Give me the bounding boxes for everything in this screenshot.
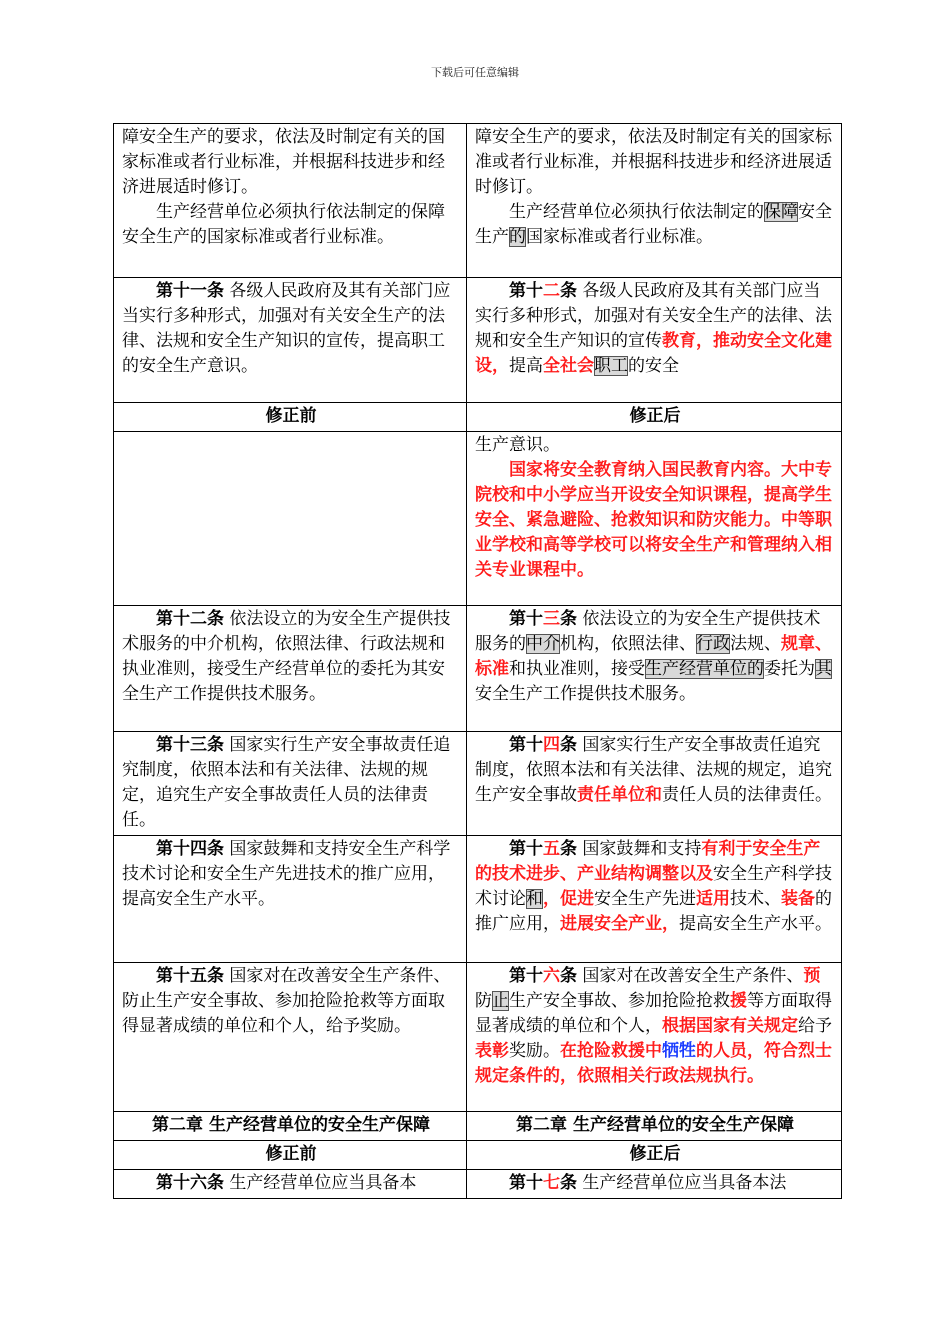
text-run: 依法设立的为安全生产提供技术服务的 [475, 609, 821, 654]
label-changed-digit: 四 [543, 735, 560, 755]
table-row [114, 963, 842, 1112]
text-run: 国家对在改善安全生产条件、 [577, 966, 804, 986]
deleted-text: 的 [509, 227, 526, 247]
added-paragraph: 国家将安全教育纳入国民教育内容。大中专院校和中小学应当开设安全知识课程，提高学生安全、紧急避险、抢救知识和防灾能力。中等职业学校和高等学校可以将安全生产和管理纳入相关专业课程中。 [475, 460, 832, 580]
label-part: 第十 [509, 281, 543, 301]
text-run: 的推广应用， [475, 889, 832, 934]
table-row [114, 732, 842, 836]
added-text: 规章、标准 [475, 634, 832, 679]
before-cell [114, 836, 467, 963]
text-run: 奖励。 [509, 1041, 560, 1061]
article-11-before [122, 279, 460, 379]
added-text: 全社会 [543, 356, 594, 376]
label-part: 第十 [509, 609, 543, 629]
label-part: 条 [560, 839, 577, 859]
label-changed-digit: 二 [543, 281, 560, 301]
paragraph: 生产意识。 [475, 435, 560, 455]
text-run: 防 [475, 991, 492, 1011]
label-part: 第十 [509, 1173, 543, 1193]
chapter-heading-after: 第二章 生产经营单位的安全生产保障 [467, 1112, 842, 1141]
table-row [114, 836, 842, 963]
before-cell [114, 1170, 467, 1199]
paragraph [475, 200, 835, 250]
text-run: 提高 [509, 356, 543, 376]
added-text: 教育，推动安全文化建设， [475, 331, 832, 376]
paragraph: 生产经营单位必须执行依法制定的保障安全生产的国家标准或者行业标准。 [122, 202, 445, 247]
text-run: 安全生产 [475, 202, 832, 247]
article-13-before [122, 733, 460, 833]
after-cell [467, 963, 842, 1112]
deleted-text: 中介 [526, 634, 560, 654]
article-label: 第十二条 [156, 609, 224, 629]
chapter-heading-row [114, 1112, 842, 1141]
article-text: 各级人民政府及其有关部门应当实行多种形式，加强对有关安全生产的法律、法规和安全生产知识的宣传，提高职工的安全生产意识。 [122, 281, 451, 376]
before-cell [114, 124, 467, 278]
article-text: 国家对在改善安全生产条件、防止生产安全事故、参加抢险抢救等方面取得显著成绩的单位和个人，给予奖励。 [122, 966, 451, 1036]
article-text: 国家鼓舞和支持安全生产科学技术讨论和安全生产先进技术的推广应用，提高安全生产水平。 [122, 839, 451, 909]
before-cell [114, 732, 467, 836]
added-text: 根据国家有关规定 [662, 1016, 798, 1036]
text-run: 安全生产工作提供技术服务。 [475, 684, 696, 704]
text-run: 国家鼓舞和支持 [577, 839, 702, 859]
after-cell [467, 732, 842, 836]
added-text: 预 [803, 966, 821, 986]
text-run: 技术、 [730, 889, 781, 909]
added-text: 装备 [781, 889, 815, 909]
text-run: 给予 [798, 1016, 832, 1036]
added-text: 表彰 [475, 1041, 509, 1061]
text-run: 等方面取得显著成绩的单位和个人， [475, 991, 832, 1036]
label-part: 第十 [509, 839, 543, 859]
table-row [114, 1170, 842, 1199]
article-text: 国家实行生产安全事故责任追究制度，依照本法和有关法律、法规的规定，追究生产安全事故责任人员的法律责任。 [122, 735, 451, 830]
article-16-after [475, 964, 835, 1089]
paragraph: 障安全生产的要求，依法及时制定有关的国家标准或者行业标准，并根据科技进步和经济进展适时修订。 [122, 127, 445, 197]
article-13-after [475, 607, 835, 707]
deleted-text: 职工 [594, 356, 628, 376]
article-label: 第十六条 [156, 1173, 224, 1193]
page-header: 下载后可任意编辑 [431, 66, 519, 79]
label-part: 条 [560, 735, 577, 755]
text-run: 安全生产科学技术讨论 [475, 864, 832, 909]
article-label [509, 281, 577, 301]
column-header-before: 修正前 [114, 1141, 467, 1170]
label-changed-digit: 三 [543, 609, 560, 629]
table-row [114, 278, 842, 403]
text-run: 责任人员的法律责任。 [662, 785, 832, 805]
label-changed-digit: 六 [543, 966, 560, 986]
after-cell [467, 836, 842, 963]
table-row [114, 606, 842, 732]
article-label [509, 966, 577, 986]
deleted-text: 其 [815, 659, 832, 679]
chapter-heading-before: 第二章 生产经营单位的安全生产保障 [114, 1112, 467, 1141]
text-run: 生产经营单位应当具备本法 [577, 1173, 787, 1193]
added-text: 进展安全产业， [560, 914, 679, 934]
before-cell [114, 606, 467, 732]
label-part: 条 [560, 281, 577, 301]
label-part: 条 [560, 609, 577, 629]
label-part: 条 [560, 1173, 577, 1193]
after-cell [467, 278, 842, 403]
added-text: 援 [730, 991, 747, 1011]
text-run: 法规、 [730, 634, 781, 654]
deleted-text: 和 [526, 889, 543, 909]
text-run: 国家实行生产安全事故责任追究制度，依照本法和有关法律、法规的规定，追究生产安全事故 [475, 735, 832, 805]
text-run: 的安全 [628, 356, 679, 376]
table-header-row [114, 403, 842, 432]
label-changed-digit: 五 [543, 839, 560, 859]
article-label [509, 1173, 577, 1193]
deleted-text: 止 [492, 991, 509, 1011]
article-text: 生产经营单位应当具备本 [224, 1173, 417, 1193]
article-14-before [122, 837, 460, 912]
article-15-before [122, 964, 460, 1039]
article-14-after [475, 733, 835, 808]
table-row [114, 124, 842, 278]
added-text: 适用 [696, 889, 730, 909]
article-label [509, 839, 577, 859]
text-run: 委托为 [764, 659, 815, 679]
label-part: 第十 [509, 966, 543, 986]
text-run: 生产经营单位必须执行依法制定的 [509, 202, 764, 222]
article-label: 第十一条 [156, 281, 224, 301]
label-part: 第十 [509, 735, 543, 755]
added-text-blue: 牺牲 [662, 1041, 696, 1061]
article-label: 第十四条 [156, 839, 224, 859]
text-run: 各级人民政府及其有关部门应当实行多种形式，加强对有关安全生产的法律、法规和安全生产知识的宣传 [475, 281, 832, 351]
added-text: 在抢险救援中 [560, 1041, 662, 1061]
article-label: 第十五条 [156, 966, 224, 986]
article-label [509, 735, 577, 755]
added-text: ，促进 [543, 889, 594, 909]
after-cell [467, 124, 842, 278]
label-changed-digit: 七 [543, 1173, 560, 1193]
deleted-text: 生产经营单位的 [645, 659, 764, 679]
text-run: 国家标准或者行业标准。 [526, 227, 713, 247]
column-header-after: 修正后 [467, 403, 842, 432]
after-cell [467, 432, 842, 606]
table-row [114, 432, 842, 606]
article-16-before [122, 1171, 460, 1196]
text-run: 和执业准则，接受 [509, 659, 645, 679]
amendment-comparison-table [113, 123, 842, 1199]
added-text: 有利于安全生产的技术进步、产业结构调整以及 [475, 839, 821, 884]
text-run: 机构，依照法律、 [560, 634, 696, 654]
before-cell [114, 963, 467, 1112]
added-text: 的人员，符合烈士规定条件的，依照相关行政法规执行。 [475, 1041, 832, 1086]
deleted-text: 行政 [696, 634, 730, 654]
after-cell [467, 606, 842, 732]
column-header-after: 修正后 [467, 1141, 842, 1170]
article-12-before [122, 607, 460, 707]
article-15-after [475, 837, 835, 937]
article-17-after [475, 1171, 835, 1196]
article-text: 依法设立的为安全生产提供技术服务的中介机构，依照法律、行政法规和执业准则，接受生产经营单位的委托为其安全生产工作提供技术服务。 [122, 609, 451, 704]
paragraph: 障安全生产的要求，依法及时制定有关的国家标准或者行业标准，并根据科技进步和经济进展适时修订。 [475, 127, 832, 197]
column-header-before: 修正前 [114, 403, 467, 432]
label-part: 条 [560, 966, 577, 986]
after-cell [467, 1170, 842, 1199]
added-text: 责任单位和 [577, 785, 662, 805]
article-label [509, 609, 577, 629]
article-12-after [475, 279, 835, 379]
before-cell [114, 278, 467, 403]
before-cell [114, 432, 467, 606]
text-run: 提高安全生产水平。 [679, 914, 832, 934]
text-run: 生产安全事故、参加抢险抢救 [509, 991, 730, 1011]
table-header-row [114, 1141, 842, 1170]
text-run: 安全生产先进 [594, 889, 696, 909]
article-label: 第十三条 [156, 735, 224, 755]
deleted-text: 保障 [764, 202, 798, 222]
